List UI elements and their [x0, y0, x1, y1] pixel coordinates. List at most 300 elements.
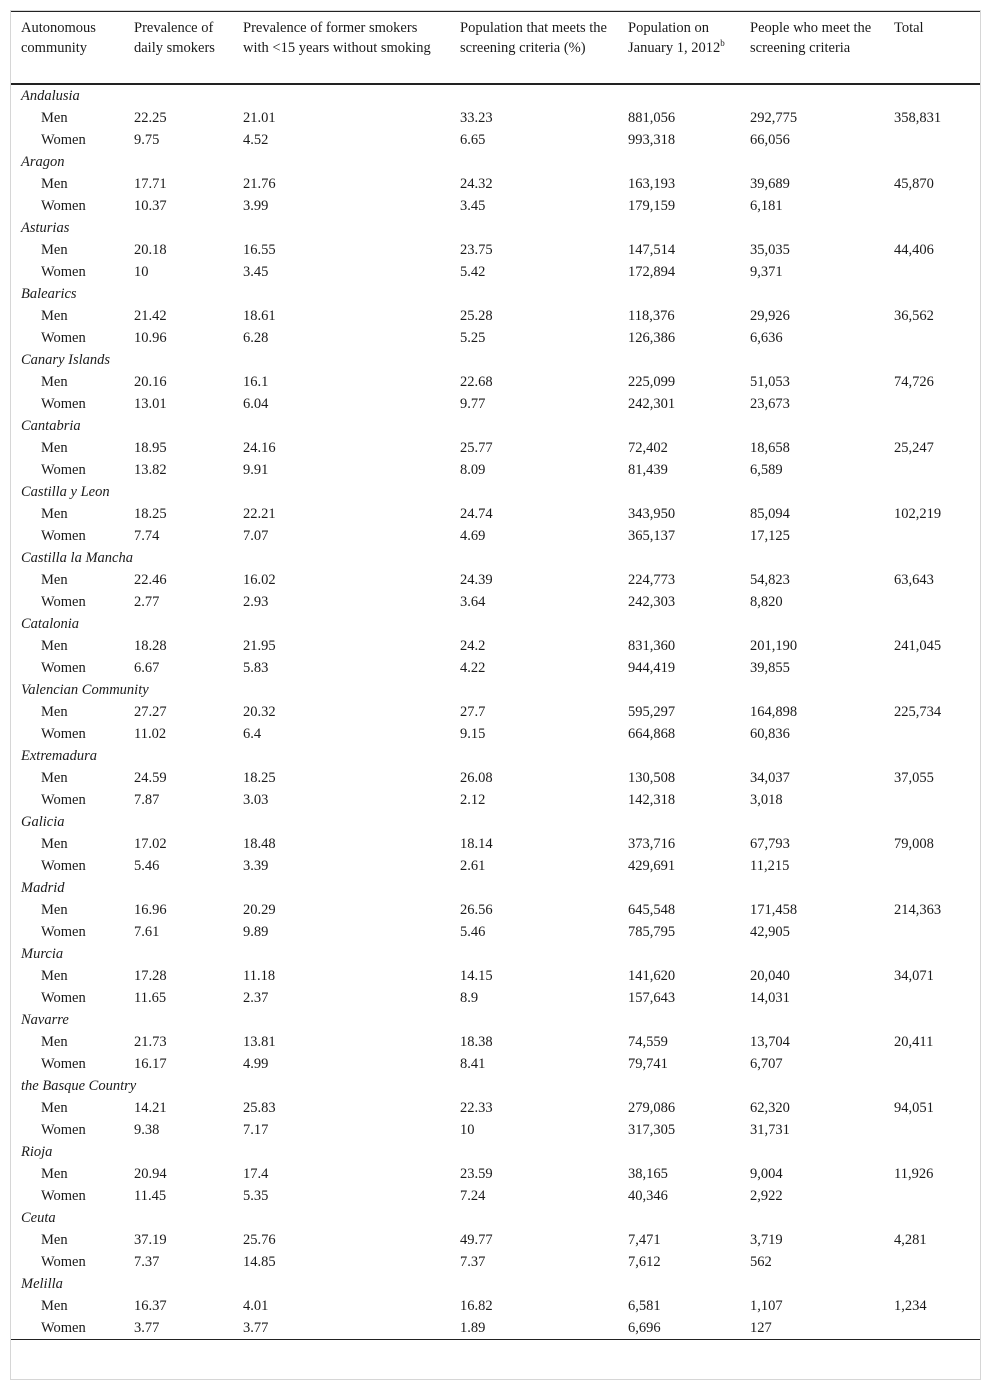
screening-percent: 16.82 [460, 1297, 493, 1314]
men-row [11, 1295, 980, 1317]
former-smokers: 21.95 [243, 637, 276, 654]
sex-label: Women [41, 923, 86, 940]
people-screening: 171,458 [750, 901, 798, 918]
region-row [11, 547, 980, 569]
header-daily-smokers: Prevalence of daily smokers [124, 12, 233, 84]
population: 595,297 [628, 703, 676, 720]
former-smokers: 18.25 [243, 769, 276, 786]
daily-smokers: 21.73 [134, 1033, 167, 1050]
population: 664,868 [628, 725, 676, 742]
former-smokers: 4.01 [243, 1297, 269, 1314]
sex-label: Men [41, 637, 68, 654]
people-screening: 6,589 [750, 461, 783, 478]
women-row [11, 591, 980, 613]
people-screening: 14,031 [750, 989, 790, 1006]
women-row [11, 1317, 980, 1340]
header-population-label: Population on January 1, 2012 [628, 20, 721, 56]
region-name: Asturias [21, 219, 70, 236]
table-header [11, 12, 980, 84]
people-screening: 39,689 [750, 175, 790, 192]
total [884, 723, 980, 745]
former-smokers: 21.76 [243, 175, 276, 192]
former-smokers: 2.37 [243, 989, 269, 1006]
screening-percent: 23.59 [460, 1165, 493, 1182]
region-row [11, 217, 980, 239]
screening-percent: 23.75 [460, 241, 493, 258]
population: 993,318 [628, 131, 676, 148]
people-screening: 54,823 [750, 571, 790, 588]
former-smokers: 21.01 [243, 109, 276, 126]
people-screening: 23,673 [750, 395, 790, 412]
sex-label: Women [41, 1121, 86, 1138]
sex-label: Women [41, 857, 86, 874]
population: 38,165 [628, 1165, 668, 1182]
screening-percent: 2.12 [460, 791, 486, 808]
former-smokers: 3.45 [243, 263, 269, 280]
region-row [11, 481, 980, 503]
region-name: Balearics [21, 285, 77, 302]
daily-smokers: 11.45 [134, 1187, 167, 1204]
people-screening: 127 [740, 1317, 884, 1340]
former-smokers: 16.55 [243, 241, 276, 258]
total [884, 657, 980, 679]
total [884, 1119, 980, 1141]
population: 373,716 [628, 835, 676, 852]
region-name: Rioja [21, 1143, 53, 1160]
women-row [11, 195, 980, 217]
daily-smokers: 10 [134, 263, 149, 280]
population: 6,696 [618, 1317, 740, 1340]
men-row [11, 1163, 980, 1185]
people-screening: 62,320 [750, 1099, 790, 1116]
region-row [11, 84, 980, 107]
men-row [11, 833, 980, 855]
total [884, 987, 980, 1009]
region-name: Melilla [21, 1275, 63, 1292]
total: 4,281 [894, 1231, 927, 1248]
sex-label: Men [41, 307, 68, 324]
people-screening: 1,107 [750, 1297, 783, 1314]
former-smokers: 3.99 [243, 197, 269, 214]
screening-percent: 8.41 [460, 1055, 486, 1072]
total [884, 393, 980, 415]
screening-percent: 26.56 [460, 901, 493, 918]
people-screening: 6,636 [750, 329, 783, 346]
people-screening: 34,037 [750, 769, 790, 786]
region-row [11, 1273, 980, 1295]
total [884, 1251, 980, 1273]
region-name: Castilla la Mancha [21, 549, 133, 566]
total: 44,406 [894, 241, 934, 258]
region-row [11, 679, 980, 701]
region-name: Castilla y Leon [21, 483, 110, 500]
daily-smokers: 16.37 [134, 1297, 167, 1314]
region-name: Andalusia [21, 87, 80, 104]
population: 40,346 [628, 1187, 668, 1204]
population: 147,514 [628, 241, 676, 258]
women-row [11, 1119, 980, 1141]
total [884, 327, 980, 349]
screening-percent: 26.08 [460, 769, 493, 786]
total [884, 855, 980, 877]
daily-smokers: 16.17 [134, 1055, 167, 1072]
sex-label: Women [41, 395, 86, 412]
former-smokers: 18.61 [243, 307, 276, 324]
sex-label: Women [41, 1187, 86, 1204]
men-row [11, 635, 980, 657]
former-smokers: 14.85 [243, 1253, 276, 1270]
daily-smokers: 22.46 [134, 571, 167, 588]
former-smokers: 9.91 [243, 461, 269, 478]
screening-percent: 25.77 [460, 439, 493, 456]
men-row [11, 767, 980, 789]
screening-percent: 49.77 [460, 1231, 493, 1248]
population: 7,612 [628, 1253, 661, 1270]
former-smokers: 4.52 [243, 131, 269, 148]
region-name: Valencian Community [21, 681, 149, 698]
sex-label: Men [41, 1033, 68, 1050]
region-name: Galicia [21, 813, 65, 830]
screening-table [11, 11, 980, 1340]
daily-smokers: 18.28 [134, 637, 167, 654]
region-row [11, 415, 980, 437]
screening-percent: 8.9 [460, 989, 479, 1006]
region-row [11, 151, 980, 173]
women-row [11, 921, 980, 943]
total: 37,055 [894, 769, 934, 786]
former-smokers: 3.39 [243, 857, 269, 874]
screening-percent: 7.24 [460, 1187, 486, 1204]
people-screening: 18,658 [750, 439, 790, 456]
daily-smokers: 7.37 [134, 1253, 160, 1270]
screening-percent: 18.38 [460, 1033, 493, 1050]
people-screening: 201,190 [750, 637, 798, 654]
former-smokers: 7.07 [243, 527, 269, 544]
total: 74,726 [894, 373, 934, 390]
people-screening: 6,181 [750, 197, 783, 214]
population: 365,137 [628, 527, 676, 544]
screening-percent: 10 [460, 1121, 475, 1138]
women-row [11, 1053, 980, 1075]
total [884, 129, 980, 151]
sex-label: Men [41, 1297, 68, 1314]
screening-percent: 4.69 [460, 527, 486, 544]
daily-smokers: 27.27 [134, 703, 167, 720]
sex-label: Men [41, 1231, 68, 1248]
region-row [11, 943, 980, 965]
men-row [11, 899, 980, 921]
header-autonomous-community: Autonomous community [11, 12, 124, 84]
total [884, 525, 980, 547]
people-screening: 164,898 [750, 703, 798, 720]
total: 241,045 [894, 637, 942, 654]
population: 157,643 [628, 989, 676, 1006]
total [884, 195, 980, 217]
total: 25,247 [894, 439, 934, 456]
header-people-screening: People who meet the screening criteria [740, 12, 884, 84]
former-smokers: 7.17 [243, 1121, 269, 1138]
region-row [11, 1141, 980, 1163]
daily-smokers: 21.42 [134, 307, 167, 324]
sex-label: Men [41, 241, 68, 258]
former-smokers: 9.89 [243, 923, 269, 940]
total: 225,734 [894, 703, 942, 720]
screening-percent: 33.23 [460, 109, 493, 126]
people-screening: 562 [750, 1253, 772, 1270]
screening-percent: 3.64 [460, 593, 486, 610]
people-screening: 13,704 [750, 1033, 790, 1050]
daily-smokers: 17.02 [134, 835, 167, 852]
screening-percent: 3.45 [460, 197, 486, 214]
sex-label: Women [41, 725, 86, 742]
daily-smokers: 7.74 [134, 527, 160, 544]
region-row [11, 1207, 980, 1229]
women-row [11, 657, 980, 679]
people-screening: 3,018 [750, 791, 783, 808]
region-name: Navarre [21, 1011, 69, 1028]
daily-smokers: 22.25 [134, 109, 167, 126]
women-row [11, 987, 980, 1009]
population: 141,620 [628, 967, 676, 984]
men-row [11, 371, 980, 393]
total: 94,051 [894, 1099, 934, 1116]
men-row [11, 503, 980, 525]
people-screening: 31,731 [750, 1121, 790, 1138]
total: 358,831 [894, 109, 942, 126]
header-screening-percent: Population that meets the screening criteria (%) [450, 12, 618, 84]
total: 11,926 [894, 1165, 934, 1182]
region-row [11, 1009, 980, 1031]
daily-smokers: 7.61 [134, 923, 160, 940]
daily-smokers: 11.65 [134, 989, 167, 1006]
former-smokers: 16.02 [243, 571, 276, 588]
population: 645,548 [628, 901, 676, 918]
population: 7,471 [628, 1231, 661, 1248]
former-smokers: 20.29 [243, 901, 276, 918]
sex-label: Women [41, 1253, 86, 1270]
population: 74,559 [628, 1033, 668, 1050]
sex-label: Women [41, 329, 86, 346]
screening-percent: 14.15 [460, 967, 493, 984]
former-smokers: 2.93 [243, 593, 269, 610]
total [884, 1317, 980, 1340]
men-row [11, 305, 980, 327]
population: 172,894 [628, 263, 676, 280]
daily-smokers: 18.95 [134, 439, 167, 456]
population: 343,950 [628, 505, 676, 522]
women-row [11, 855, 980, 877]
region-name: Cantabria [21, 417, 81, 434]
total: 214,363 [894, 901, 942, 918]
daily-smokers: 20.94 [134, 1165, 167, 1182]
screening-percent: 1.89 [450, 1317, 618, 1340]
sex-label: Women [41, 197, 86, 214]
region-row [11, 745, 980, 767]
daily-smokers: 17.28 [134, 967, 167, 984]
screening-percent: 27.7 [460, 703, 486, 720]
screening-percent: 24.74 [460, 505, 493, 522]
men-row [11, 701, 980, 723]
men-row [11, 569, 980, 591]
screening-percent: 9.15 [460, 725, 486, 742]
daily-smokers: 20.18 [134, 241, 167, 258]
men-row [11, 1229, 980, 1251]
total: 79,008 [894, 835, 934, 852]
sex-label: Women [41, 527, 86, 544]
population: 224,773 [628, 571, 676, 588]
daily-smokers: 20.16 [134, 373, 167, 390]
daily-smokers: 5.46 [134, 857, 160, 874]
sex-label: Men [41, 967, 68, 984]
header-population [618, 12, 740, 84]
daily-smokers: 10.37 [134, 197, 167, 214]
screening-percent: 18.14 [460, 835, 493, 852]
population: 279,086 [628, 1099, 676, 1116]
total [884, 1185, 980, 1207]
people-screening: 35,035 [750, 241, 790, 258]
women-row [11, 129, 980, 151]
screening-percent: 22.68 [460, 373, 493, 390]
region-row [11, 613, 980, 635]
daily-smokers: 14.21 [134, 1099, 167, 1116]
region-row [11, 349, 980, 371]
total: 63,643 [894, 571, 934, 588]
region-name: Ceuta [21, 1209, 56, 1226]
former-smokers: 4.99 [243, 1055, 269, 1072]
region-name: Murcia [21, 945, 64, 962]
sex-label: Men [41, 571, 68, 588]
former-smokers: 6.04 [243, 395, 269, 412]
population: 130,508 [628, 769, 676, 786]
sex-label: Women [41, 131, 86, 148]
screening-percent: 25.28 [460, 307, 493, 324]
population: 81,439 [628, 461, 668, 478]
people-screening: 11,215 [750, 857, 790, 874]
region-name: Madrid [21, 879, 65, 896]
sex-label: Men [41, 1099, 68, 1116]
former-smokers: 22.21 [243, 505, 276, 522]
women-row [11, 459, 980, 481]
screening-percent: 24.2 [460, 637, 486, 654]
total [884, 789, 980, 811]
daily-smokers: 3.77 [124, 1317, 233, 1340]
former-smokers: 24.16 [243, 439, 276, 456]
screening-percent: 5.42 [460, 263, 486, 280]
people-screening: 292,775 [750, 109, 798, 126]
region-name: the Basque Country [21, 1077, 137, 1094]
screening-percent: 6.65 [460, 131, 486, 148]
population: 225,099 [628, 373, 676, 390]
table-body [11, 84, 980, 1340]
daily-smokers: 24.59 [134, 769, 167, 786]
people-screening: 66,056 [750, 131, 790, 148]
total: 34,071 [894, 967, 934, 984]
screening-percent: 22.33 [460, 1099, 493, 1116]
total: 36,562 [894, 307, 934, 324]
population: 881,056 [628, 109, 676, 126]
people-screening: 39,855 [750, 659, 790, 676]
people-screening: 6,707 [750, 1055, 783, 1072]
screening-percent: 2.61 [460, 857, 486, 874]
daily-smokers: 17.71 [134, 175, 167, 192]
former-smokers: 3.03 [243, 791, 269, 808]
former-smokers: 6.28 [243, 329, 269, 346]
region-row [11, 877, 980, 899]
sex-label: Men [41, 373, 68, 390]
men-row [11, 1031, 980, 1053]
daily-smokers: 9.38 [134, 1121, 160, 1138]
sex-label: Women [41, 989, 86, 1006]
region-name: Canary Islands [21, 351, 111, 368]
former-smokers: 11.18 [243, 967, 276, 984]
total: 20,411 [894, 1033, 934, 1050]
daily-smokers: 37.19 [134, 1231, 167, 1248]
former-smokers: 17.4 [243, 1165, 269, 1182]
former-smokers: 25.76 [243, 1231, 276, 1248]
women-row [11, 1185, 980, 1207]
footnote-marker: b [720, 38, 725, 49]
population: 429,691 [628, 857, 676, 874]
total: 102,219 [894, 505, 942, 522]
daily-smokers: 9.75 [134, 131, 160, 148]
population: 785,795 [628, 923, 676, 940]
sex-label: Men [41, 901, 68, 918]
screening-percent: 5.46 [460, 923, 486, 940]
sex-label: Men [41, 439, 68, 456]
sex-label: Women [41, 659, 86, 676]
population: 142,318 [628, 791, 676, 808]
total: 1,234 [894, 1297, 927, 1314]
people-screening: 60,836 [750, 725, 790, 742]
daily-smokers: 16.96 [134, 901, 167, 918]
former-smokers: 25.83 [243, 1099, 276, 1116]
people-screening: 29,926 [750, 307, 790, 324]
people-screening: 3,719 [750, 1231, 783, 1248]
former-smokers: 6.4 [243, 725, 262, 742]
region-name: Aragon [21, 153, 65, 170]
people-screening: 85,094 [750, 505, 790, 522]
women-row [11, 1251, 980, 1273]
screening-percent: 24.39 [460, 571, 493, 588]
people-screening: 2,922 [750, 1187, 783, 1204]
people-screening: 17,125 [750, 527, 790, 544]
daily-smokers: 2.77 [134, 593, 160, 610]
people-screening: 67,793 [750, 835, 790, 852]
men-row [11, 173, 980, 195]
daily-smokers: 18.25 [134, 505, 167, 522]
sex-label: Women [41, 791, 86, 808]
former-smokers: 3.77 [233, 1317, 450, 1340]
people-screening: 8,820 [750, 593, 783, 610]
sex-label: Women [41, 1055, 86, 1072]
former-smokers: 16.1 [243, 373, 269, 390]
screening-percent: 5.25 [460, 329, 486, 346]
sex-label: Men [41, 505, 68, 522]
total [884, 459, 980, 481]
daily-smokers: 13.01 [134, 395, 167, 412]
sex-label: Women [41, 593, 86, 610]
population: 179,159 [628, 197, 676, 214]
former-smokers: 18.48 [243, 835, 276, 852]
sex-label: Men [41, 1165, 68, 1182]
population: 72,402 [628, 439, 668, 456]
people-screening: 42,905 [750, 923, 790, 940]
men-row [11, 437, 980, 459]
women-row [11, 789, 980, 811]
population: 944,419 [628, 659, 676, 676]
sex-label: Men [41, 703, 68, 720]
sex-label: Men [41, 769, 68, 786]
